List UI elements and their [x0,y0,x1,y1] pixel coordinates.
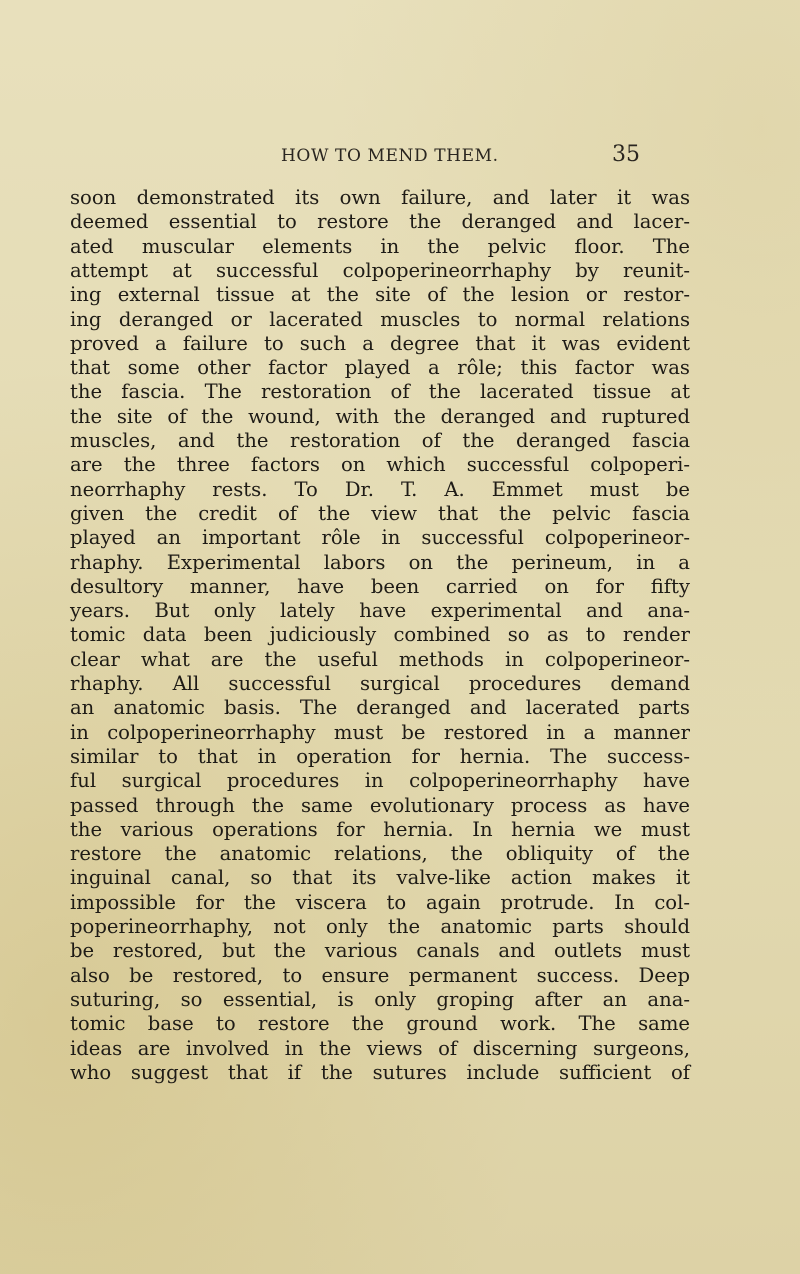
text-line: muscles, and the restoration of the deranged fascia [70,429,690,452]
text-line: years. But only lately have experimental and ana- [70,599,690,623]
text-line: neorrhaphy rests. To Dr. T. A. Emmet must be [70,477,690,501]
text-line: in colpoperineorrhaphy must be restored in a manner [70,720,690,744]
text-line: rhaphy. Experimental labors on the perineum, in a [70,550,690,574]
text-line: that some other factor played a rôle; this factor was [70,356,690,380]
text-line: restore the anatomic relations, the obliquity of the [70,842,690,866]
text-line: similar to that in operation for hernia. The success- [70,744,690,768]
text-line: soon demonstrated its own failure, and later it was [70,186,690,209]
text-line: rhaphy. All successful surgical procedures demand [70,672,690,695]
text-line: also be restored, to ensure permanent success. Deep [70,963,690,987]
text-line: given the credit of the view that the pelvic fascia [70,501,690,525]
text-line: suturing, so essential, is only groping after an ana- [70,987,690,1011]
text-line: tomic data been judiciously combined so as to render [70,623,690,647]
text-line: tomic base to restore the ground work. The same [70,1012,690,1036]
text-line: impossible for the viscera to again protrude. In col- [70,890,690,914]
text-line: played an important rôle in successful colpoperineor- [70,526,690,550]
text-line: ideas are involved in the views of discerning surgeons, [70,1036,690,1060]
text-line: the site of the wound, with the deranged and ruptured [70,404,690,428]
text-line: clear what are the useful methods in colpoperineor- [70,647,690,671]
text-line: proved a failure to such a degree that it was evident [70,331,690,355]
text-line: deemed essential to restore the deranged and lacer- [70,210,690,234]
text-line: ful surgical procedures in colpoperineorrhaphy have [70,769,690,793]
text-line: be restored, but the various canals and outlets must [70,939,690,963]
text-line: poperineorrhaphy, not only the anatomic parts should [70,915,690,938]
text-line: the fascia. The restoration of the lacerated tissue at [70,380,690,404]
running-head-title: HOW TO MEND THEM. [281,146,499,166]
text-line: who suggest that if the sutures include sufficient of [70,1060,690,1084]
running-head [0,142,800,176]
text-line: ing external tissue at the site of the lesion or restor- [70,283,690,307]
text-line: ated muscular elements in the pelvic floor. The [70,234,690,258]
text-line: passed through the same evolutionary process as have [70,793,690,817]
page-number: 35 [612,142,640,167]
text-line: an anatomic basis. The deranged and lacerated parts [70,696,690,720]
text-line: the various operations for hernia. In hernia we must [70,817,690,841]
text-line: ing deranged or lacerated muscles to normal relations [70,307,690,331]
text-line: attempt at successful colpoperineorrhaphy by reunit- [70,258,690,282]
text-line: inguinal canal, so that its valve-like action makes it [70,866,690,890]
text-line: desultory manner, have been carried on for fifty [70,574,690,598]
text-line: are the three factors on which successful colpoperi- [70,453,690,477]
